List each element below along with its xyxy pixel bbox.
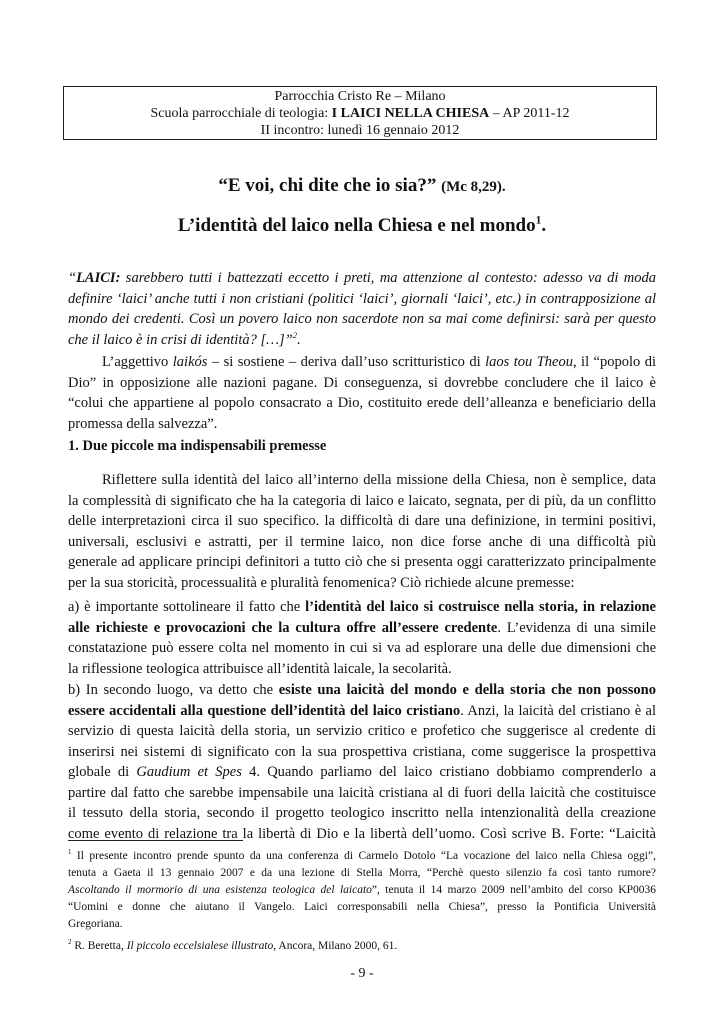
quote-line: definire ‘laici’ anche tutti i non cristiani (politici ‘laici’, giornali ‘laici’, etc.) in contrapposizione al [68,290,656,307]
quote-end: . [297,331,301,348]
page-number: - 9 - [350,966,374,981]
text-run: . Anzi, la laicità del cristiano è al [460,702,656,719]
text-run: a) è importante sottolineare il fatto che [68,599,306,615]
footnote-number: 1 [68,849,72,857]
paragraph-line: promessa della salvezza”. [68,415,218,432]
paragraph-line: Dio” in opposizione alle nazioni pagane. Di conseguenza, si dovrebbe concludere che il laico è [68,374,656,391]
footnote-2 [68,938,656,955]
cited-title: Il piccolo eccelsialese illustrato [126,940,274,952]
footnote-divider [68,840,243,841]
text-run: Il presente incontro prende spunto da una conferenza di Carmelo Dotolo “La vocazione del laico nella Chiesa oggi”, [71,850,656,862]
text-run: 4. Quando parliamo del laico cristiano dobbiamo comprenderlo a [241,764,657,780]
quote-open-mark: “ [68,270,77,286]
paragraph-line [68,352,656,373]
paragraph-line: universali, esclusivi e astratti, per il termine laico, non dice forse anche di una difficoltà più [68,533,656,550]
page-subtitle [0,215,724,237]
quote-keyword: LAICI: [76,270,121,286]
text-run: ”, tenuta il 14 marzo 2009 nell’ambito del corso KP0036 [371,884,656,896]
opening-quote [68,268,656,350]
text-run: L’aggettivo [102,354,173,370]
footnote-number: 2 [68,939,72,947]
term-laikos: laikós [172,354,208,370]
quote-line: mondo dei credenti. Così un povero laico non sacerdote non sa mai come definirsi: sarà per questo [68,311,656,327]
paragraph-line [68,597,656,618]
title-quote: “E voi, chi dite che io sia?” [218,175,437,196]
emphasis-text: esiste una laicità del mondo e della storia che non possono [278,682,656,698]
paragraph-line [68,701,656,722]
text-run: – si sostiene – deriva dall’uso scritturistico di [207,354,486,370]
header-meeting-date: II incontro: lunedì 16 gennaio 2012 [260,123,460,138]
section-heading: 1. Due piccole ma indispensabili premesse [68,438,327,454]
paragraph-line [68,680,656,701]
footnote-line [68,848,656,865]
footnote-1 [68,848,656,933]
paragraph-line [68,618,656,639]
paragraph-line: come evento di relazione tra la libertà di Dio e la libertà dell’uomo. Così scrive B. Forte: “Laicità [68,825,656,842]
header-academic-year: – AP 2011-12 [489,106,570,121]
header-course-title: I LAICI NELLA CHIESA [331,106,490,121]
text-run: , Ancora, Milano 2000, 61. [273,940,398,952]
subtitle-text: L’identità del laico nella Chiesa e nel mondo [177,215,536,236]
paragraph-line: partire dal fatto che sarebbe impensabile una laicità cristiana al di fuori della laicità che costituisce [68,784,656,801]
footnote-line [68,882,656,899]
paragraph-line: generale ad applicare principi definitori a tutto ciò che si presenta oggi caratterizzato principalmente [68,554,656,570]
footnote-line: tenuta a Gaeta il 13 gennaio 2007 e da una lezione di Stella Morra, “Perchè questo silenzio fa così tanto rumore? [68,867,656,879]
paragraph-line: delle interpretazioni circa il suo specifico. la difficoltà di dare una definizione, in termini positivi, [68,513,656,529]
term-laos-tou-theou: laos tou Theou [485,354,573,370]
paragraph-point-b [68,680,656,844]
footnote-ref-2: 2 [292,329,298,340]
text-run: b) In secondo luogo, va detto che [68,682,279,698]
paragraph-laikos [68,352,656,434]
paragraph-line: la complessità di significato che ha la categoria di laico e laicato, segnata, per di più, da un conflitto [68,492,656,509]
page-title [0,175,724,197]
quote-text: sarebbero tutti i battezzati eccetto i preti, ma attenzione al contesto: adesso va di moda [120,270,656,286]
emphasis-text: alle richieste e provocazioni che la cultura offre all’essere credente [68,619,498,636]
text-run: . L’evidenza di una simile [497,619,656,636]
paragraph-line: constatazione può essere colta nel momento in cui si va ad esplorare una delle due dimensioni che [68,640,656,656]
cited-title: Ascoltando il mormorio di una esistenza teologica del laicato [68,884,372,896]
text-run: , il “popolo di [572,354,657,370]
text-run: globale di [68,764,137,780]
emphasis-text: essere accidentali alla questione dell’identità del laico cristiano [68,702,461,719]
paragraph-line: per la sua storicità, processualità e pluralità fenomenica? Ciò richiede alcune premesse: [68,574,575,591]
paragraph-point-a [68,597,656,679]
text-run: R. Beretta, [71,940,127,952]
quote-line [68,268,656,289]
footnote-line [68,938,656,955]
paragraph-premises [68,470,656,593]
quote-text: che il laico è in crisi di identità? […]” [68,331,293,348]
footnote-ref-1: 1 [535,214,542,227]
paragraph-line: il tessuto della storia, secondo il progetto teologico inscritto nella intenzionalità della creazione [68,805,656,821]
emphasis-text: l’identità del laico si costruisce nella storia, in relazione [305,599,656,615]
paragraph-line: Riflettere sulla identità del laico all’interno della missione della Chiesa, non è semplice, data [102,472,656,488]
paragraph-line [68,762,656,783]
subtitle-end: . [541,215,547,236]
title-reference: (Mc 8,29). [441,179,506,195]
header-school-label: Scuola parrocchiale di teologia: [150,106,332,121]
paragraph-line: la riflessione teologica attribuisce all’identità laicale, la secolarità. [68,660,452,677]
header-school [64,105,656,122]
header-parish: Parrocchia Cristo Re – Milano [274,89,446,104]
footnote-line: Gregoriana. [68,918,123,930]
footnote-line: “Uomini e donne che aiutano il Vangelo. Laici corresponsabili nella Chiesa”, presso la Pontificia Università [68,901,656,913]
paragraph-line: servizio di questa laicità della storia, un servizio critico e profetico che suggerisce al credente di [68,723,656,739]
paragraph-line: “colui che appartiene al popolo consacrato a Dio, costituito erede dell’alleanza e beneficiario della [68,395,656,411]
document-title: Gaudium et Spes [136,764,242,780]
header-box [63,86,657,140]
paragraph-line: inserirsi nei sistemi di significato con la sua prospettiva cristiana, come suggerisce la prospettiva [68,743,656,760]
quote-line [68,330,656,351]
